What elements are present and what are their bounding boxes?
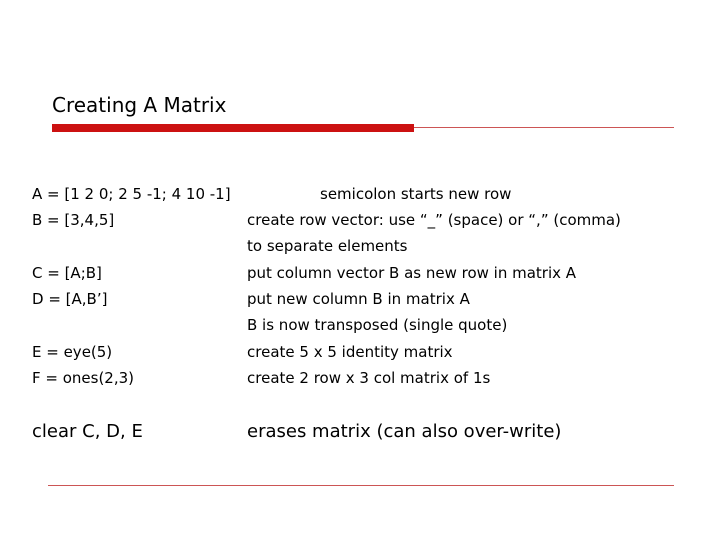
description-text: semicolon starts new row — [320, 185, 512, 203]
title-accent-bar — [52, 124, 414, 132]
command-row — [0, 420, 720, 442]
description-text: erases matrix (can also over-write) — [247, 421, 562, 442]
command-row — [0, 236, 720, 258]
command-row — [0, 289, 720, 311]
command-text: E = eye(5) — [32, 343, 113, 361]
bottom-divider — [48, 485, 674, 486]
command-text: D = [A,B’] — [32, 290, 108, 308]
command-text: clear C, D, E — [32, 421, 143, 442]
command-row — [0, 210, 720, 232]
description-text: to separate elements — [247, 237, 408, 255]
description-text: create row vector: use “_” (space) or “,” (comma) — [247, 211, 621, 229]
command-row — [0, 263, 720, 285]
command-text: B = [3,4,5] — [32, 211, 115, 229]
description-text: put new column B in matrix A — [247, 290, 470, 308]
slide-title: Creating A Matrix — [52, 93, 227, 117]
command-text: A = [1 2 0; 2 5 -1; 4 10 -1] — [32, 185, 231, 203]
command-row — [0, 315, 720, 337]
command-row — [0, 368, 720, 390]
description-text: create 2 row x 3 col matrix of 1s — [247, 369, 491, 387]
title-accent-line — [414, 127, 674, 128]
command-row — [0, 184, 720, 206]
description-text: create 5 x 5 identity matrix — [247, 343, 453, 361]
description-text: put column vector B as new row in matrix A — [247, 264, 577, 282]
description-text: B is now transposed (single quote) — [247, 316, 508, 334]
command-row — [0, 342, 720, 364]
command-text: F = ones(2,3) — [32, 369, 135, 387]
command-text: C = [A;B] — [32, 264, 102, 282]
